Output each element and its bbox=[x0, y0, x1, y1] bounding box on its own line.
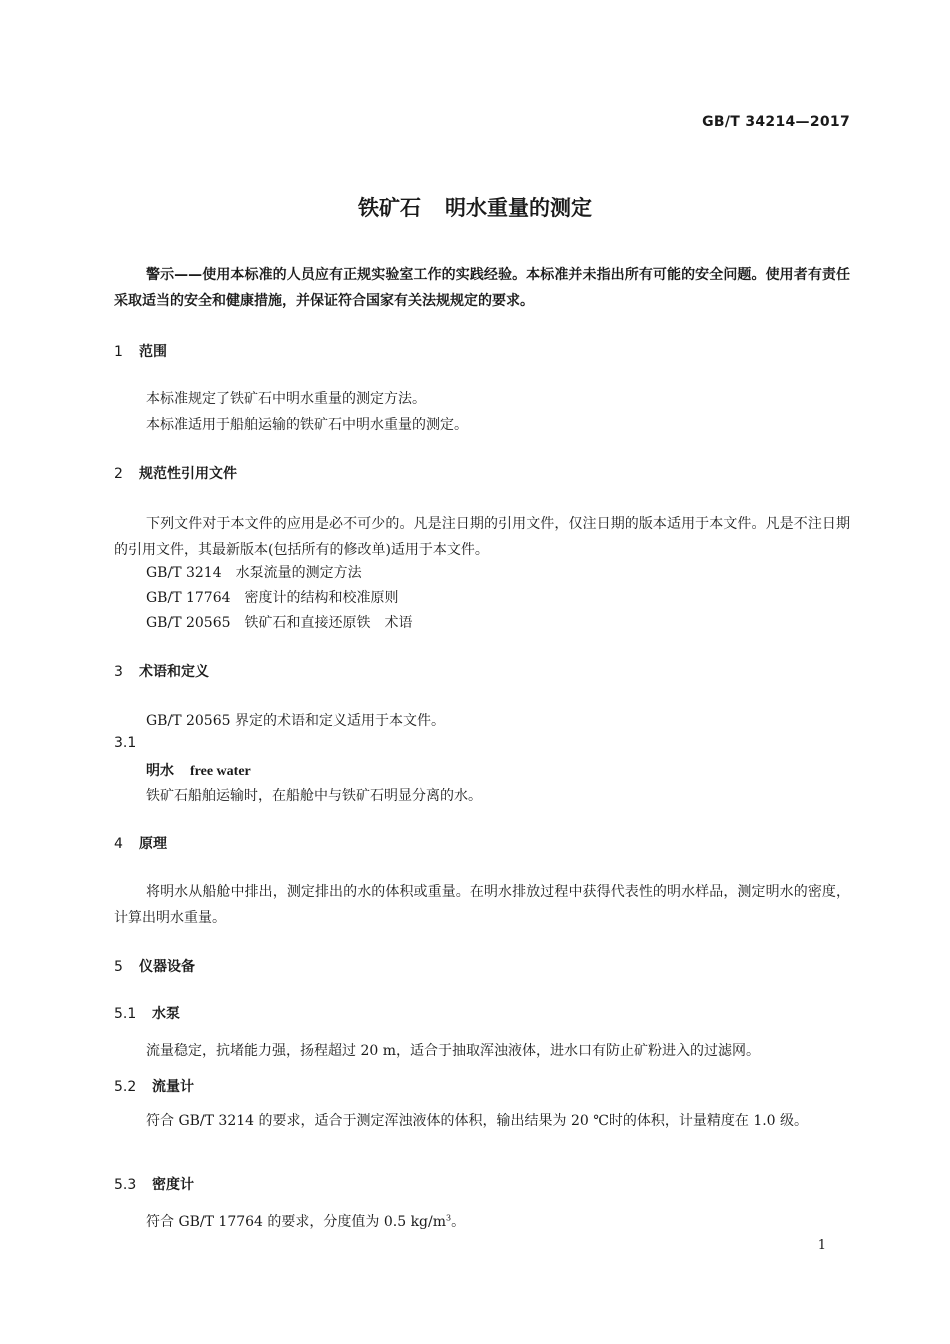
scope-line-2: 本标准适用于船舶运输的铁矿石中明水重量的测定。 bbox=[146, 417, 468, 433]
warning-paragraph: 警示——使用本标准的人员应有正规实验室工作的实践经验。本标准并未指出所有可能的安全问题。使用者有责任采取适当的安全和健康措施，并保证符合国家有关法规规定的要求。 bbox=[114, 267, 850, 309]
term-number: 3.1 bbox=[114, 735, 137, 751]
page-number: 1 bbox=[817, 1238, 826, 1253]
section-5-heading bbox=[114, 956, 195, 976]
section-title: 规范性引用文件 bbox=[139, 466, 237, 482]
subsection-title: 密度计 bbox=[152, 1177, 194, 1193]
reference-item bbox=[146, 612, 413, 632]
section-1-heading bbox=[114, 341, 167, 361]
section-number: 3 bbox=[114, 664, 123, 680]
reference-item bbox=[146, 587, 399, 607]
title-part2: 明水重量的测定 bbox=[445, 196, 592, 220]
subsection-number: 5.3 bbox=[114, 1177, 137, 1193]
section-2-heading bbox=[114, 463, 237, 483]
title-part1: 铁矿石 bbox=[358, 196, 421, 220]
reference-name: 水泵流量的测定方法 bbox=[235, 565, 362, 581]
subsection-title: 水泵 bbox=[152, 1006, 180, 1022]
term-chinese: 明水 bbox=[146, 763, 174, 779]
section-number: 2 bbox=[114, 466, 123, 482]
subsection-5-1-heading bbox=[114, 1003, 180, 1023]
section-title: 范围 bbox=[139, 344, 167, 360]
subsection-5-2-heading bbox=[114, 1076, 194, 1096]
reference-code: GB/T 17764 bbox=[146, 590, 231, 606]
subsection-title: 流量计 bbox=[152, 1079, 194, 1095]
normative-intro: 下列文件对于本文件的应用是必不可少的。凡是注日期的引用文件，仅注日期的版本适用于本文件。凡是不注日期的引用文件，其最新版本(包括所有的修改单)适用于本文件。 bbox=[114, 516, 850, 558]
section-title: 仪器设备 bbox=[139, 959, 195, 975]
reference-item bbox=[146, 562, 362, 582]
densimeter-text: 符合 GB/T 17764 的要求，分度值为 0.5 kg/m bbox=[146, 1214, 447, 1230]
section-number: 1 bbox=[114, 344, 123, 360]
standard-code: GB/T 34214—2017 bbox=[702, 114, 850, 130]
scope-line-1: 本标准规定了铁矿石中明水重量的测定方法。 bbox=[146, 391, 426, 407]
subsection-5-3-heading bbox=[114, 1174, 194, 1194]
subsection-number: 5.1 bbox=[114, 1006, 137, 1022]
reference-name: 密度计的结构和校准原则 bbox=[244, 590, 399, 606]
document-title bbox=[0, 192, 950, 222]
pump-description: 流量稳定，抗堵能力强，扬程超过 20 m，适合于抽取浑浊液体，进水口有防止矿粉进入的过滤网。 bbox=[146, 1043, 760, 1059]
term-definition: 铁矿石船舶运输时，在船舱中与铁矿石明显分离的水。 bbox=[146, 788, 482, 804]
section-title: 原理 bbox=[139, 836, 167, 852]
section-4-heading bbox=[114, 833, 167, 853]
superscript-3: 3 bbox=[446, 1213, 452, 1223]
principle-paragraph: 将明水从船舱中排出，测定排出的水的体积或重量。在明水排放过程中获得代表性的明水样品，测定明水的密度，计算出明水重量。 bbox=[114, 884, 850, 926]
section-title: 术语和定义 bbox=[139, 664, 209, 680]
reference-name: 铁矿石和直接还原铁 术语 bbox=[244, 615, 413, 631]
densimeter-text-end: 。 bbox=[451, 1214, 466, 1230]
section-number: 4 bbox=[114, 836, 123, 852]
flowmeter-description: 符合 GB/T 3214 的要求，适合于测定浑浊液体的体积，输出结果为 20 ℃时的体积，计量精度在 1.0 级。 bbox=[146, 1113, 809, 1129]
reference-code: GB/T 3214 bbox=[146, 565, 222, 581]
reference-code: GB/T 20565 bbox=[146, 615, 231, 631]
section-number: 5 bbox=[114, 959, 123, 975]
densimeter-description bbox=[146, 1211, 465, 1231]
term-english: free water bbox=[190, 764, 251, 779]
term-heading bbox=[146, 760, 251, 780]
section-3-heading bbox=[114, 661, 209, 681]
terms-intro: GB/T 20565 界定的术语和定义适用于本文件。 bbox=[146, 713, 445, 729]
subsection-number: 5.2 bbox=[114, 1079, 137, 1095]
